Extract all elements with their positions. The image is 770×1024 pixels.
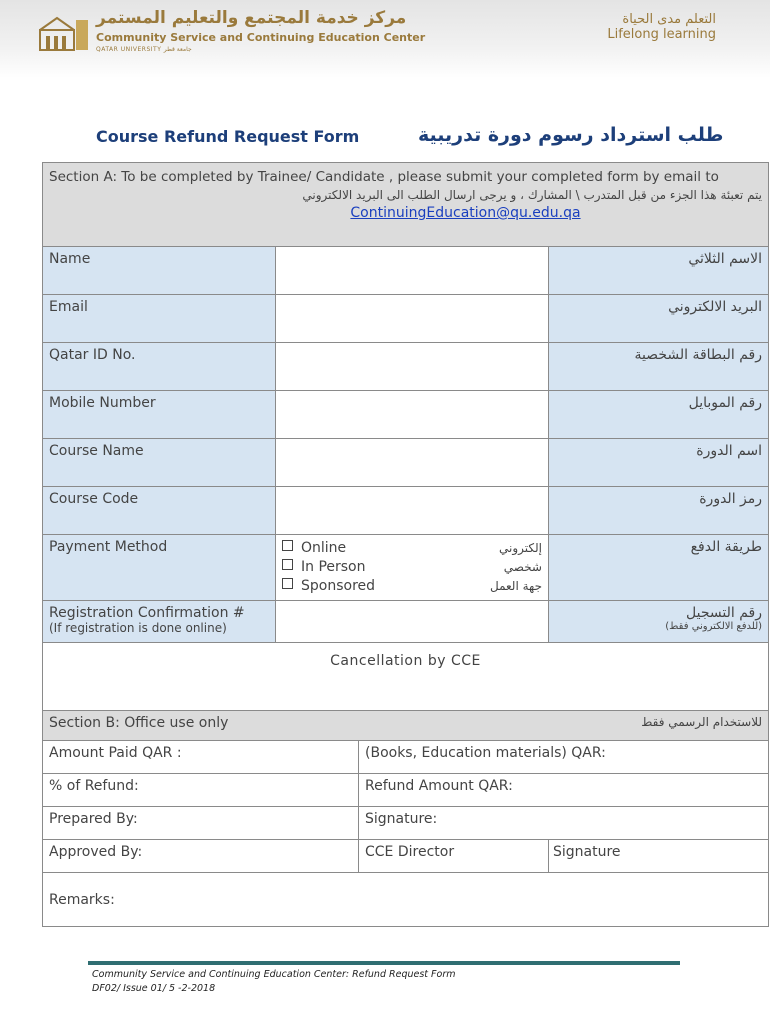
registration-label-ar-text: رقم التسجيل <box>686 605 763 621</box>
payment-option-sponsored[interactable]: Sponsored جهة العمل <box>282 577 542 596</box>
refund-form-table <box>42 162 769 927</box>
prepared-by-field[interactable]: Prepared By: <box>43 807 359 840</box>
cancellation-heading: Cancellation by CCE <box>43 643 769 711</box>
field-label-course-name-ar: اسم الدورة <box>549 439 769 487</box>
approved-by-field[interactable]: Approved By: <box>43 840 359 873</box>
course-name-input[interactable] <box>276 439 549 487</box>
name-input[interactable] <box>276 247 549 295</box>
footer-doc-id: DF02/ Issue 01/ 5 -2-2018 <box>92 983 216 994</box>
section-b-header <box>43 711 769 741</box>
footer-title: Community Service and Continuing Education Center: Refund Request Form <box>92 969 456 980</box>
field-label-email: Email <box>43 295 276 343</box>
org-name-ar: مركز خدمة المجتمع والتعليم المستمر <box>96 8 407 28</box>
field-label-course-name: Course Name <box>43 439 276 487</box>
section-b-title-ar: للاستخدام الرسمي فقط <box>641 715 763 729</box>
registration-label <box>43 601 276 643</box>
checkbox-icon[interactable] <box>282 540 293 551</box>
signature-field[interactable]: Signature: <box>359 807 769 840</box>
form-title-en: Course Refund Request Form <box>96 127 360 146</box>
field-label-qatar-id: Qatar ID No. <box>43 343 276 391</box>
registration-label-ar <box>549 601 769 643</box>
section-a-header <box>43 163 769 247</box>
payment-options <box>276 535 549 601</box>
field-label-qatar-id-ar: رقم البطاقة الشخصية <box>549 343 769 391</box>
registration-note-ar: (للدفع الالكتروني فقط) <box>665 621 763 632</box>
payment-option-in-person[interactable]: In Person شخصي <box>282 558 542 577</box>
field-label-name-ar: الاسم الثلاثي <box>549 247 769 295</box>
org-name-en: Community Service and Continuing Education Center <box>96 31 426 44</box>
section-a-text-en: Section A: To be completed by Trainee/ Candidate , please submit your completed form by email to <box>49 169 719 185</box>
percent-refund-field[interactable]: % of Refund: <box>43 774 359 807</box>
footer-divider <box>88 961 680 965</box>
cce-director-field: CCE Director <box>359 840 549 873</box>
registration-note: (If registration is done online) <box>49 621 227 635</box>
slogan-en: Lifelong learning <box>607 27 716 42</box>
slogan-ar: التعلم مدى الحياة <box>622 12 716 27</box>
books-materials-field[interactable]: (Books, Education materials) QAR: <box>359 741 769 774</box>
course-code-input[interactable] <box>276 487 549 535</box>
field-label-mobile: Mobile Number <box>43 391 276 439</box>
refund-amount-field[interactable]: Refund Amount QAR: <box>359 774 769 807</box>
field-label-course-code: Course Code <box>43 487 276 535</box>
section-b-title-en: Section B: Office use only <box>49 715 229 731</box>
amount-paid-field[interactable]: Amount Paid QAR : <box>43 741 359 774</box>
director-signature-field[interactable]: Signature <box>549 840 769 873</box>
payment-method-label: Payment Method <box>43 535 276 601</box>
payment-method-label-ar: طريقة الدفع <box>549 535 769 601</box>
payment-option-online[interactable]: Online إلكتروني <box>282 539 542 558</box>
checkbox-icon[interactable] <box>282 578 293 589</box>
registration-input[interactable] <box>276 601 549 643</box>
qatar-id-input[interactable] <box>276 343 549 391</box>
mobile-input[interactable] <box>276 391 549 439</box>
field-label-name: Name <box>43 247 276 295</box>
org-sub: QATAR UNIVERSITY جامعة قطر <box>96 46 192 53</box>
email-link[interactable]: ContinuingEducation@qu.edu.qa <box>350 205 581 221</box>
email-input[interactable] <box>276 295 549 343</box>
checkbox-icon[interactable] <box>282 559 293 570</box>
field-label-course-code-ar: رمز الدورة <box>549 487 769 535</box>
section-a-text-ar: يتم تعبئة هذا الجزء من قبل المتدرب \ المشارك ، و يرجى ارسال الطلب الى البريد الالكتروني <box>302 188 763 202</box>
remarks-field[interactable]: Remarks: <box>43 873 769 927</box>
registration-label-text: Registration Confirmation # <box>49 605 245 621</box>
form-title-ar: طلب استرداد رسوم دورة تدريبية <box>418 124 724 146</box>
field-label-mobile-ar: رقم الموبايل <box>549 391 769 439</box>
cce-logo-icon <box>38 16 90 52</box>
field-label-email-ar: البريد الالكتروني <box>549 295 769 343</box>
